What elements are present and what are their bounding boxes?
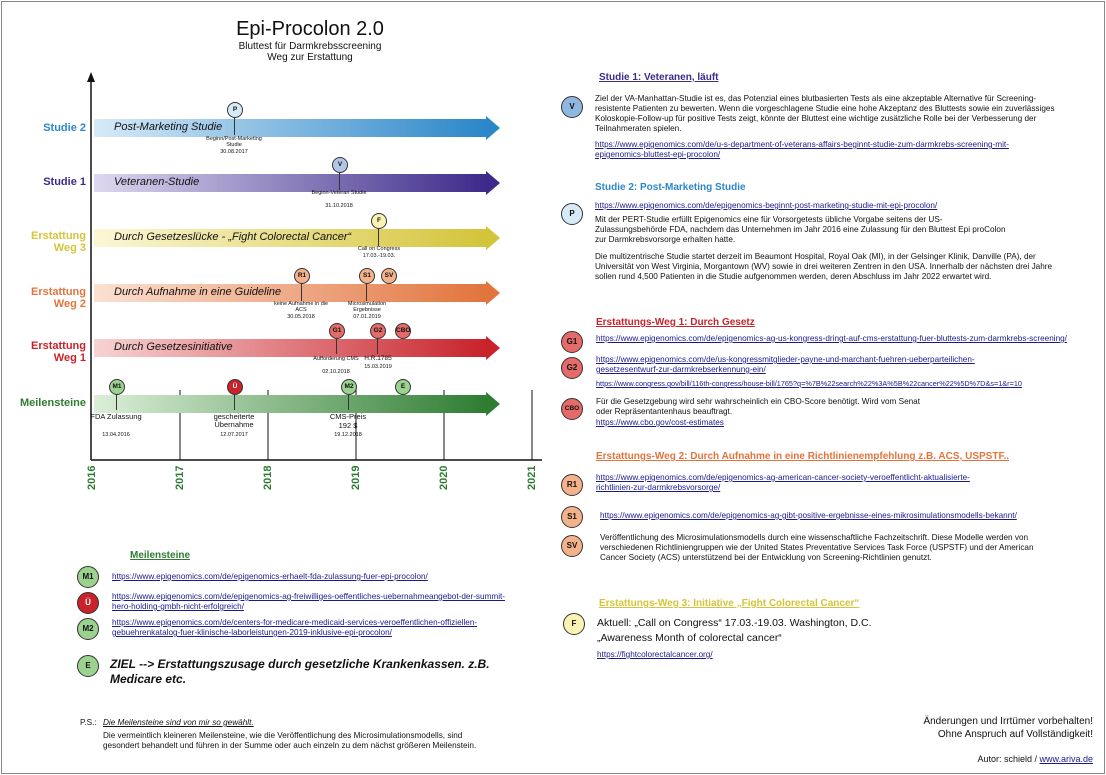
ps-line1: Die Meilensteine sind von mir so gewählt. [103,718,254,727]
bar-weg1 [94,339,486,357]
event-m2-text: CMS-Preis [329,412,367,421]
event-m1-icon: M1 [109,379,125,395]
footer-note2: Ohne Anspruch auf Vollständigkeit! [937,729,1093,740]
footer-note1: Änderungen und Irrtümer vorbehalten! [923,716,1093,727]
ps-label: P.S.: [80,718,97,727]
event-g1-date: 02.10.2018 [322,369,350,375]
arrow-weg3 [486,226,500,250]
f-icon: F [563,613,585,635]
event-sv-icon: SV [381,268,397,284]
event-s1-icon: S1 [359,268,375,284]
r1-icon: R1 [561,474,583,496]
event-g1-text: Aufforderung CMS [313,356,359,362]
g1-icon: G1 [561,331,583,353]
cbo-link[interactable]: https://www.cbo.gov/cost-estimates [596,418,724,427]
event-v-date: 31.10.2018 [325,203,353,209]
sv-icon: SV [561,535,583,557]
event-f-line [378,228,379,246]
event-m2-price: 192 $ [338,421,358,430]
event-g2-date: 15.03.2019 [364,364,392,370]
f-link[interactable]: https://fightcolorectalcancer.org/ [597,650,713,659]
author-text: Autor: schield / [977,754,1040,764]
m1-icon: M1 [77,566,99,588]
ps-line2: Die vermeintlich kleineren Meilensteine, wie die Veröffentlichung des Microsimulationsmodells, sind [103,731,463,740]
event-g1-line [336,338,337,354]
event-v-icon: V [332,157,348,173]
u-icon: Ü [77,592,99,614]
arrow-meilensteine [486,392,500,416]
event-m2-line [348,394,349,410]
event-p-text: Beginn/Post-Marketing Studie [206,136,262,148]
s1-link[interactable]: https://www.epigenomics.com/de/u-s-department-of-veterans-affairs-beginnt-studie-zum-darmkrebs-screening-mit-epigenomics-bluttest-epi-procolon/ [595,140,1009,159]
bar-studie1 [94,174,486,192]
event-p-line [234,117,235,135]
u-link[interactable]: https://www.epigenomics.com/de/epigenomics-ag-freiwilliges-oeffentliches-uebernahmeangebot-der-summit-hero-holding-gmbh-nicht-erfolgreich/ [112,592,506,611]
g2-link[interactable]: https://www.epigenomics.com/de/us-kongressmitglieder-payne-und-marchant-fuehren-ueberparteilichen-gesetzesentwurf-zur-darmkrebserkennung-ein/ [596,355,975,374]
row-label-studie1: Studie 1 [43,176,86,188]
event-v-text: Beginn-Veteran Studie [311,190,367,196]
bar-meilensteine [94,395,486,413]
f-text2: „Awareness Month of colorectal cancer“ [597,632,782,644]
w2-heading: Erstattungs-Weg 2: Durch Aufnahme in eine Richtlinienempfehlung z.B. ACS, USPSTF.. [596,451,1009,462]
g1-link[interactable]: https://www.epigenomics.com/de/epigenomics-ag-us-kongress-dringt-auf-cms-erstattung-fuer-bluttests-zum-darmkrebs-screening/ [596,334,1067,343]
event-f-icon: F [371,213,387,229]
s2-link[interactable]: https://www.epigenomics.com/de/epigenomics-beginnt-post-marketing-studie-mit-epi-procolon/ [595,201,938,210]
s1b-link[interactable]: https://www.epigenomics.com/de/epigenomics-ag-gibt-positive-ergebnisse-eines-mikrosimulationsmodells-bekannt/ [600,511,1017,520]
row-label-weg1: Erstattung Weg 1 [31,340,86,364]
bar-weg3 [94,229,486,247]
s1-text: Ziel der VA-Manhattan-Studie ist es, das Potenzial eines blutbasierten Tests als eine akzeptable Alternative für Screening-resistente Patienten zu bewerten. Wenn die vorgeschlagene Studie eine hohe Akzeptanz des Bluttests sowie ein zuverlässiges Koloskopie-Follow-up für positive Tests zeigt, könnte der Bluttest eine wichtige zusätzliche Rolle bei der Verbesserung der Teilnahmeraten spielen. [595,94,1055,133]
bar-studie2 [94,119,486,137]
event-v-line [339,172,340,190]
event-p-date: 30.08.2017 [220,149,248,155]
event-g1-icon: G1 [329,323,345,339]
event-s1-text: Microsimulation Ergebnisse [347,301,387,313]
subtitle-2: Weg zur Erstattung [267,52,353,63]
event-cbo-icon: CBO [395,323,411,339]
g2-link2[interactable]: https://www.congress.gov/bill/116th-congress/house-bill/1765?q=%7B%22search%22%3A%5B%22cancer%22%5D%7D&s=1&r=10 [596,379,1022,388]
event-m1-date: 13.04.2016 [102,432,130,438]
year-2019: 2019 [350,465,362,490]
row-label-weg2: Erstattung Weg 2 [31,286,86,310]
event-r1-text: keine Aufnahme in die ACS [273,301,329,313]
event-m2-icon: M2 [341,379,357,395]
arrow-weg2 [486,281,500,305]
s1-icon: S1 [561,506,583,528]
milestones-heading: Meilensteine [130,550,191,561]
year-2017: 2017 [174,465,186,490]
e-icon: E [77,655,99,677]
page-title: Epi-Procolon 2.0 [236,18,384,40]
event-m2-date: 19.12.2018 [334,432,362,438]
s1-heading: Studie 1: Veteranen, läuft [599,72,719,83]
subtitle: Bluttest für Darmkrebsscreening [238,41,382,52]
event-g2-text: H.R.1785 [364,355,392,362]
m2-icon: M2 [77,618,99,640]
row-label-studie2: Studie 2 [43,122,86,134]
m1-link[interactable]: https://www.epigenomics.com/de/epigenomics-erhaelt-fda-zulassung-fuer-epi-procolon/ [112,572,428,581]
bar-label: Durch Gesetzeslücke - „Fight Colorectal Cancer“ [114,231,352,243]
m2-link[interactable]: https://www.epigenomics.com/de/centers-for-medicare-medicaid-services-veroeffentlichen-offiziellen-gebuehrenkatalog-fuer-klinische-laborleistungen-2019-inklusive-epi-procolon/ [112,618,478,637]
w1-heading: Erstattungs-Weg 1: Durch Gesetz [596,317,755,328]
event-f-text: Call on Congress [357,246,401,252]
footer-author [977,754,1093,764]
event-e-icon: E [395,379,411,395]
row-label-weg3: Erstattung Weg 3 [31,230,86,254]
event-g2-icon: G2 [370,323,386,339]
event-r1-line [301,283,302,301]
f-text1: Aktuell: „Call on Congress“ 17.03.-19.03. Washington, D.C. [597,617,872,629]
event-m1-line [116,394,117,410]
event-r1-date: 30.05.2018 [287,314,315,320]
event-m1-text: FDA Zulassung [90,412,142,421]
s2-text1: Mit der PERT-Studie erfüllt Epigenomics eine für Vorsorgetests übliche Vorgabe seitens der US-Zulassungsbehörde FDA, nachdem das Unternehmen im Jahr 2016 eine Zulassung für den Bluttest Epi proColon zur Darmkrebsvorsorge erhalten hatte. [595,215,1006,244]
cbo-text: Für die Gesetzgebung wird sehr wahrscheinlich ein CBO-Score benötigt. Wird vom Senat oder Repräsentantenhaus beauftragt. [596,397,921,416]
event-f-date: 17.03.-19.03. [362,253,396,259]
g2-icon: G2 [561,357,583,379]
s2-text2: Die multizentrische Studie startet derzeit im Beaumont Hospital, Royal Oak (MI), in der Gelsinger Klinik, Danville (PA), der Universität von West Virginia, Morgantown (WV) sowie in drei weiteren Zentren in den USA. Innerhalb der nächsten drei Jahre sollen rund 4,500 Patienten in die Studie aufgenommen werden, deren Abschluss im Jahr 2022 erwartet wird. [595,252,1053,281]
event-u-text: gescheiterte Übernahme [213,412,255,429]
year-2016: 2016 [86,465,98,490]
p-icon: P [561,203,583,225]
bar-label: Durch Aufnahme in eine Guideline [114,286,282,298]
bar-label: Durch Gesetzesinitiative [114,341,233,353]
author-link[interactable]: www.ariva.de [1039,754,1093,764]
bar-weg2 [94,284,486,302]
year-2020: 2020 [438,465,450,490]
w3-heading: Erstattungs-Weg 3: Initiative „Fight Colorectal Cancer“ [599,598,860,609]
event-g2-line [377,338,378,354]
year-2018: 2018 [262,465,274,490]
bar-label: Post-Marketing Studie [114,121,223,133]
event-p-icon: P [227,102,243,118]
event-u-date: 12.07.2017 [220,432,248,438]
event-s1-date: 07.01.2019 [353,314,381,320]
arrow-studie2 [486,116,500,140]
event-r1-icon: R1 [294,268,310,284]
event-u-line [234,394,235,410]
year-2021: 2021 [526,465,538,490]
arrow-weg1 [486,336,500,360]
v-icon: V [561,96,583,118]
s2-heading: Studie 2: Post-Marketing Studie [595,182,746,193]
row-label-meilensteine: Meilensteine [19,397,86,409]
sv-text: Veröffentlichung des Microsimulationsmodells durch eine wissenschaftliche Fachzeitschrift. Diese Modelle werden von verschiedenen Richtliniengruppen wie der United States Preventative Services Task Force (USPSTF) und der American Cancer Society (ACS) unterstützend bei der Entwicklung von Screening-Richtlinien genutzt. [600,533,1034,562]
goal-text: ZIEL --> Erstattungszusage durch gesetzliche Krankenkassen. z.B. Medicare etc. [110,657,490,686]
r1-link[interactable]: https://www.epigenomics.com/de/epigenomics-ag-american-cancer-society-veroeffentlicht-aktualisierte-richtlinien-zur-darmkrebsvorsorge/ [596,473,970,492]
ps-line3: gesondert behandelt und führen in der Summe oder auch einzeln zu dem nächst größeren Meilenstein. [103,741,477,750]
event-u-icon: Ü [227,379,243,395]
bar-label: Veteranen-Studie [114,176,200,188]
event-s1-line [366,283,367,301]
arrow-studie1 [486,171,500,195]
cbo-icon: CBO [561,398,583,420]
